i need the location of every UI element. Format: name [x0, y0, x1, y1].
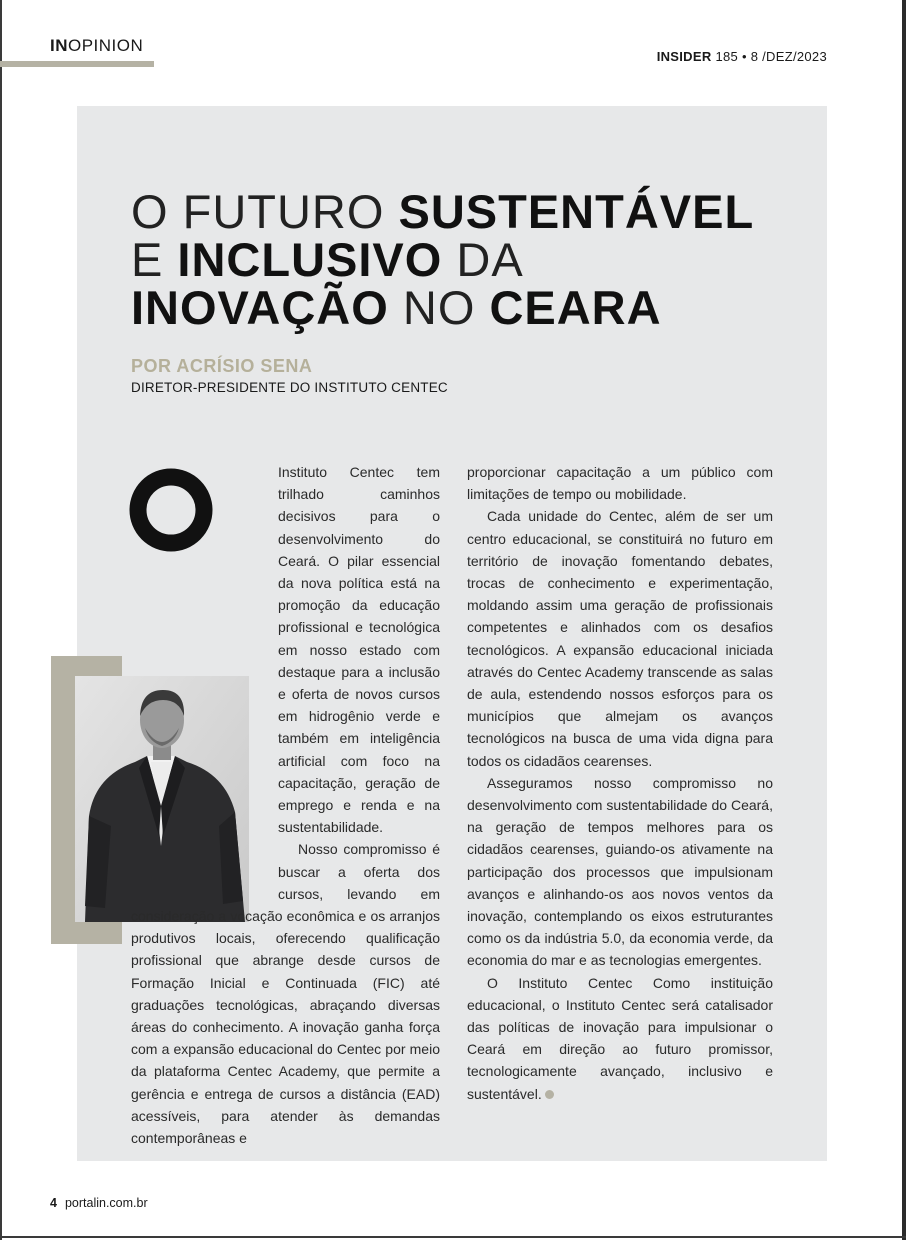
article-title — [131, 185, 755, 334]
dropcap-o-glyph — [129, 468, 213, 552]
page-number: 4 — [50, 1196, 57, 1210]
paragraph-5-text: O Instituto Centec Como instituição educacional, o Instituto Centec será catalisador das políticas de inovação para impulsionar o Ceará em direção ao futuro promissor, tecnologicamente avançado, inclusivo e sustentável. — [467, 974, 773, 1102]
dropcap — [129, 467, 213, 553]
issue-date: 185 • 8 /DEZ/2023 — [711, 49, 827, 64]
title-text: INOVAÇÃO — [131, 281, 389, 334]
page-footer — [50, 1196, 148, 1210]
title-text: INCLUSIVO — [177, 233, 443, 286]
section-tag-bar — [0, 61, 154, 67]
page-edge-bottom — [0, 1236, 906, 1238]
title-text: DA — [442, 233, 524, 286]
title-line-2 — [131, 233, 754, 286]
title-text: E — [131, 233, 178, 286]
article-column-1 — [131, 461, 440, 1149]
title-text: CEARA — [489, 281, 662, 334]
paragraph-5 — [467, 972, 773, 1105]
section-tag-bold: IN — [50, 36, 68, 55]
title-text: SUSTENTÁVEL — [398, 185, 755, 238]
section-tag-light: OPINION — [68, 36, 144, 55]
end-mark-icon — [545, 1090, 554, 1099]
title-line-3 — [131, 281, 754, 334]
title-text: NO — [388, 281, 490, 334]
footer-site: portalin.com.br — [64, 1196, 148, 1210]
title-text: O FUTURO — [131, 185, 399, 238]
paragraph-1: Instituto Centec tem trilhado caminhos decisivos para o desenvolvimento do Ceará. O pilar essencial da nova política está na promoção da educação profissional e tecnológica em nosso estado com destaque para a inclusão e oferta de novos cursos em hidrogênio verde e também em inteligência artificial com foco na capacitação, geração de emprego e renda e na sustentabilidade. — [278, 464, 440, 836]
page-edge-left — [0, 0, 2, 1240]
author-role: DIRETOR-PRESIDENTE DO INSTITUTO CENTEC — [131, 380, 448, 395]
photo-wrap-spacer — [139, 595, 278, 885]
paragraph-2: Nosso compromisso é buscar a oferta dos cursos, levando em consideração a vocação econômica e os arranjos produtivos locais, oferecendo qualificação profissional que abrange desde cursos de Formação Inicial e Continuada (FIC) até graduações tecnológicas, abraçando diversas áreas do conhecimento. A inovação ganha força com a expansão educacional do Centec por meio da plataforma Centec Academy, que permite a gerência e entrega de cursos a distância (EAD) acessíveis, para atender às demandas contemporâneas e — [131, 841, 440, 1147]
issue-magazine: INSIDER — [656, 49, 712, 64]
issue-info — [657, 49, 827, 64]
author-byline: POR ACRÍSIO SENA — [131, 356, 313, 376]
section-tag — [50, 36, 143, 56]
paragraph-2-continued: proporcionar capacitação a um público com limitações de tempo ou mobilidade. — [467, 464, 773, 503]
paragraph-3: Cada unidade do Centec, além de ser um centro educacional, se constituirá no futuro em território de inovação fomentando debates, trocas de conhecimento e experimentação, moldando assim uma geração de profissionais competentes e alinhados com os desafios tecnológicos. A expansão educacional iniciada através do Centec Academy transcende as salas de aula, estendendo nossos esforços para os municípios que almejam os avanços tecnológicos na busca de uma vida digna para todos os cidadãos cearenses. — [467, 508, 773, 769]
page-edge-right — [902, 0, 906, 1240]
article-column-2 — [467, 461, 773, 1105]
paragraph-4: Asseguramos nosso compromisso no desenvolvimento com sustentabilidade do Ceará, na geração de tempos melhores para os cidadãos cearenses, guiando-os ativamente na participação dos processos que impulsionam avanços e alinhando-os aos novos ventos da inovação, contemplando os eixos estruturantes como os da indústria 5.0, da economia verde, da economia do mar e as tecnologias emergentes. — [467, 774, 773, 969]
title-line-1 — [131, 185, 755, 238]
